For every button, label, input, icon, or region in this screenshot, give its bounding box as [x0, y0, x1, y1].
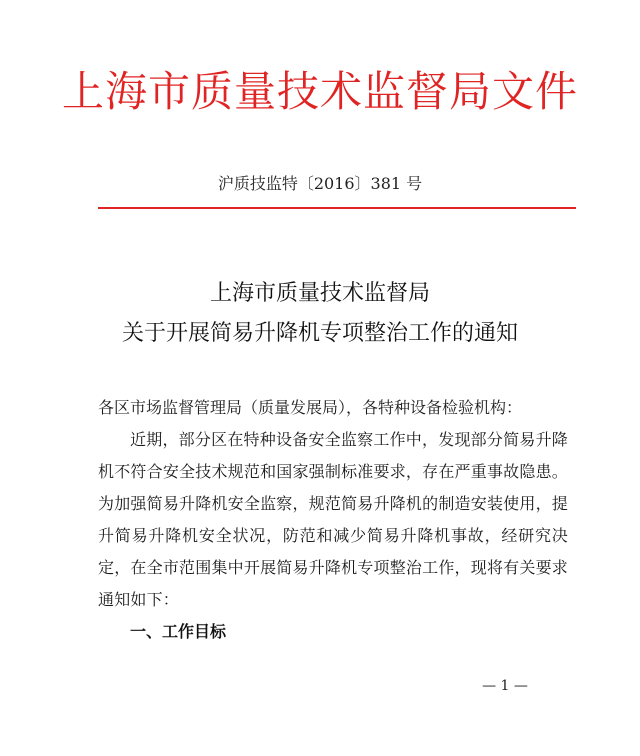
notice-title-line-1: 上海市质量技术监督局	[209, 281, 430, 306]
page-number: — 1 —	[482, 678, 528, 694]
red-divider-line	[98, 207, 576, 209]
issuer-masthead-title: 上海市质量技术监督局文件	[61, 67, 578, 116]
salutation: 各区市场监督管理局（质量发展局），各特种设备检验机构：	[98, 398, 523, 417]
section-heading: 一、工作目标	[130, 622, 227, 641]
notice-title-line-2: 关于开展简易升降机专项整治工作的通知	[121, 321, 518, 346]
document-number: 沪质技监特〔2016〕381 号	[217, 174, 423, 193]
body-paragraph: 近期，部分区在特种设备安全监察工作中，发现部分简易升降机不符合安全技术规范和国家强制标准要求，存在严重事故隐患。为加强简易升降机安全监察，规范简易升降机的制造安装使用，提升简易升降机安全状况，防范和减少简易升降机事故，经研究决定，在全市范围集中开展简易升降机专项整治工作，现将有关要求通知如下：	[98, 430, 568, 609]
